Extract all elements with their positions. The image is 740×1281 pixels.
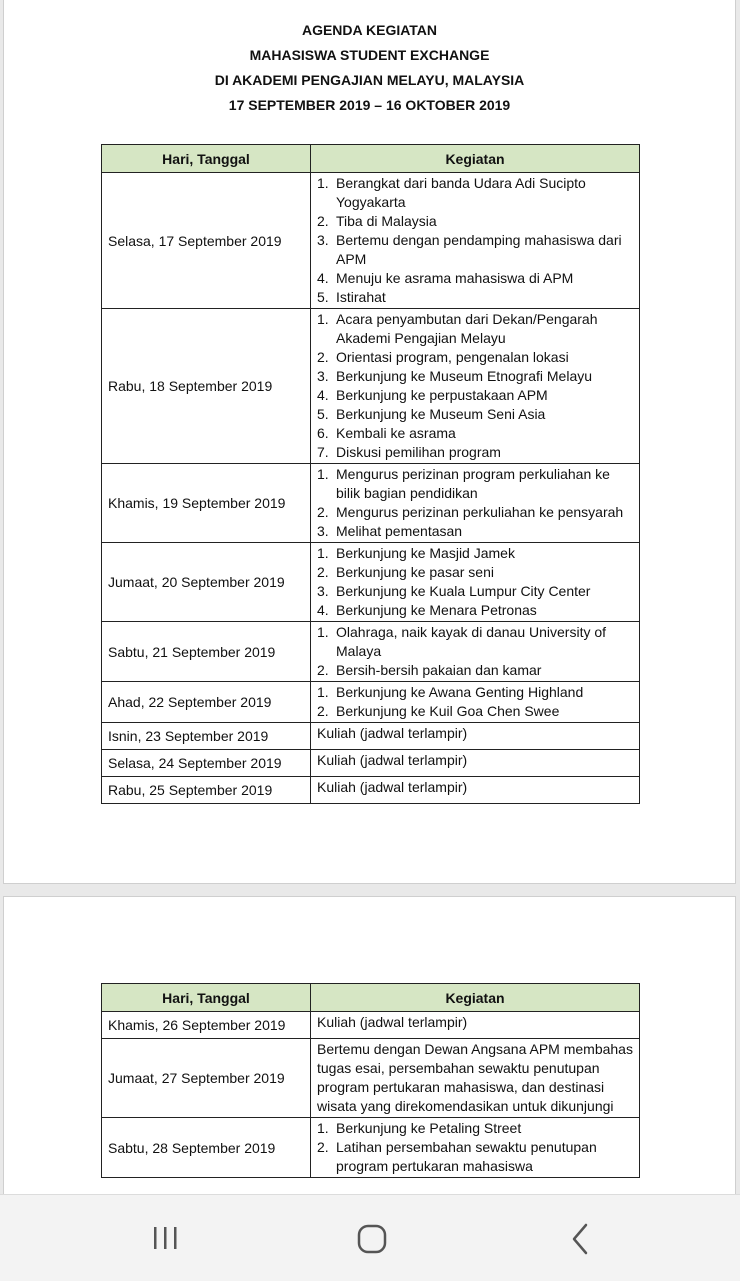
activity-item: 2. Orientasi program, pengenalan lokasi — [317, 349, 569, 365]
activity-cell: Kuliah (jadwal terlampir) — [311, 723, 640, 750]
activity-item: 2. Berkunjung ke Kuil Goa Chen Swee — [317, 703, 560, 719]
back-button[interactable] — [560, 1219, 600, 1259]
table-row — [102, 750, 640, 777]
activity-item: 4. Berkunjung ke perpustakaan APM — [317, 387, 548, 403]
activity-cell: Kuliah (jadwal terlampir) — [311, 750, 640, 777]
day-cell: Jumaat, 20 September 2019 — [102, 543, 311, 622]
activity-item: 2. Tiba di Malaysia — [317, 213, 437, 229]
activity-item: 2. Berkunjung ke pasar seni — [317, 564, 494, 580]
activity-cell — [311, 1118, 640, 1178]
activity-item: 1. Mengurus perizinan program perkuliahan ke bilik bagian pendidikan — [317, 466, 610, 501]
activity-cell — [311, 173, 640, 309]
day-cell: Khamis, 26 September 2019 — [102, 1012, 311, 1039]
agenda-table-2 — [101, 983, 640, 1178]
table-row — [102, 1118, 640, 1178]
table-row — [102, 1039, 640, 1118]
day-cell: Rabu, 18 September 2019 — [102, 309, 311, 464]
activity-item: 2. Latihan persembahan sewaktu penutupan program pertukaran mahasiswa — [317, 1139, 597, 1174]
document-heading — [4, 18, 735, 118]
heading-line-1: AGENDA KEGIATAN — [301, 22, 438, 38]
table-row — [102, 464, 640, 543]
activity-item: 1. Olahraga, naik kayak di danau University of Malaya — [317, 624, 607, 659]
recent-apps-icon — [146, 1219, 186, 1259]
table-row — [102, 173, 640, 309]
table-row — [102, 309, 640, 464]
document-page-2 — [3, 896, 736, 1196]
header-day: Hari, Tanggal — [102, 145, 311, 173]
day-cell: Isnin, 23 September 2019 — [102, 723, 311, 750]
header-activity: Kegiatan — [311, 984, 640, 1012]
activity-item: 3. Berkunjung ke Museum Etnografi Melayu — [317, 368, 593, 384]
activity-item: 1. Acara penyambutan dari Dekan/Pengarah Akademi Pengajian Melayu — [317, 311, 598, 346]
heading-line-3: DI AKADEMI PENGAJIAN MELAYU, MALAYSIA — [214, 72, 525, 88]
heading-line-2: MAHASISWA STUDENT EXCHANGE — [249, 47, 490, 63]
activity-item: 4. Berkunjung ke Menara Petronas — [317, 602, 537, 618]
day-cell: Ahad, 22 September 2019 — [102, 682, 311, 723]
day-cell: Rabu, 25 September 2019 — [102, 777, 311, 804]
day-cell: Khamis, 19 September 2019 — [102, 464, 311, 543]
activity-item: 3. Berkunjung ke Kuala Lumpur City Center — [317, 583, 591, 599]
activity-item: 1. Berkunjung ke Petaling Street — [317, 1120, 522, 1136]
activity-item: 4. Menuju ke asrama mahasiswa di APM — [317, 270, 574, 286]
document-page-1 — [3, 0, 736, 884]
activity-item: 1. Berkunjung ke Awana Genting Highland — [317, 684, 584, 700]
table-row — [102, 723, 640, 750]
day-cell: Sabtu, 21 September 2019 — [102, 622, 311, 682]
home-icon — [352, 1219, 392, 1259]
activity-item: 7. Diskusi pemilihan program — [317, 444, 501, 460]
back-icon — [560, 1219, 600, 1259]
recent-apps-button[interactable] — [146, 1219, 186, 1259]
header-day: Hari, Tanggal — [102, 984, 311, 1012]
agenda-table-1 — [101, 144, 640, 804]
table-header-row — [102, 984, 640, 1012]
activity-cell: Bertemu dengan Dewan Angsana APM membahas tugas esai, persembahan sewaktu penutupan program pertukaran mahasiswa, dan destinasi wisata yang direkomendasikan untuk dikunjungi — [311, 1039, 640, 1118]
activity-item: 1. Berkunjung ke Masjid Jamek — [317, 545, 515, 561]
activity-cell — [311, 543, 640, 622]
day-cell: Selasa, 24 September 2019 — [102, 750, 311, 777]
activity-item: 2. Bersih-bersih pakaian dan kamar — [317, 662, 542, 678]
day-cell: Selasa, 17 September 2019 — [102, 173, 311, 309]
activity-cell — [311, 309, 640, 464]
activity-item: 5. Istirahat — [317, 289, 386, 305]
home-button[interactable] — [352, 1219, 392, 1259]
activity-item: 6. Kembali ke asrama — [317, 425, 456, 441]
android-nav-bar — [0, 1194, 740, 1281]
activity-cell: Kuliah (jadwal terlampir) — [311, 777, 640, 804]
table-row — [102, 622, 640, 682]
table-row — [102, 682, 640, 723]
table-row — [102, 777, 640, 804]
activity-item: 1. Berangkat dari banda Udara Adi Sucipto Yogyakarta — [317, 175, 586, 210]
day-cell: Jumaat, 27 September 2019 — [102, 1039, 311, 1118]
header-activity: Kegiatan — [311, 145, 640, 173]
activity-cell — [311, 464, 640, 543]
day-cell: Sabtu, 28 September 2019 — [102, 1118, 311, 1178]
activity-item: 3. Bertemu dengan pendamping mahasiswa dari APM — [317, 232, 622, 267]
table-header-row — [102, 145, 640, 173]
heading-line-4: 17 SEPTEMBER 2019 – 16 OKTOBER 2019 — [228, 97, 511, 113]
activity-item: 2. Mengurus perizinan perkuliahan ke pensyarah — [317, 504, 624, 520]
activity-item: 3. Melihat pementasan — [317, 523, 463, 539]
activity-item: 5. Berkunjung ke Museum Seni Asia — [317, 406, 546, 422]
activity-cell — [311, 682, 640, 723]
activity-cell: Kuliah (jadwal terlampir) — [311, 1012, 640, 1039]
activity-cell — [311, 622, 640, 682]
table-row — [102, 1012, 640, 1039]
table-row — [102, 543, 640, 622]
